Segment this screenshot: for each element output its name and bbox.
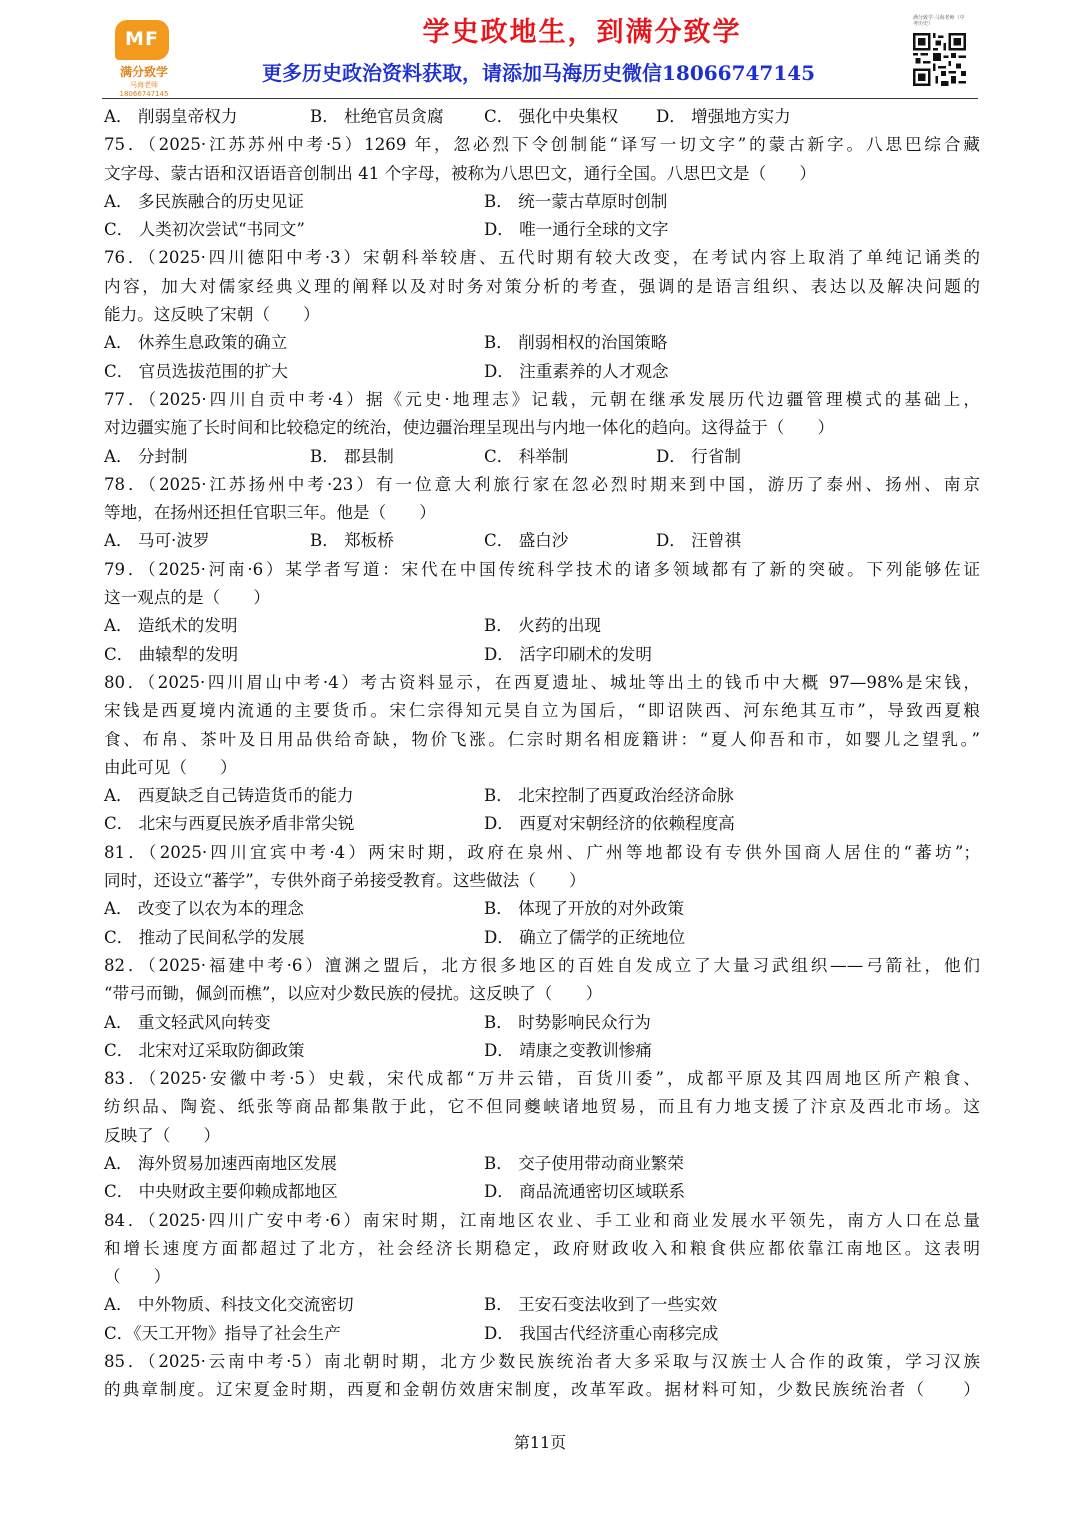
question-text-line bbox=[104, 1122, 980, 1150]
text-run: （ ） bbox=[104, 1267, 171, 1287]
text-run: 反映了（ ） bbox=[104, 1125, 221, 1145]
text-run: 能力。这反映了宋朝（ ） bbox=[104, 305, 320, 325]
answer-options-row bbox=[104, 895, 980, 923]
answer-option: D． 我国古代经济重心南移完成 bbox=[484, 1323, 719, 1343]
question-text-line bbox=[104, 160, 980, 188]
answer-option: C． 强化中央集权 bbox=[484, 107, 619, 126]
question-text-line bbox=[104, 556, 980, 584]
text-run: 同时，还设立“蕃学”，专供外商子弟接受教育。这些做法（ ） bbox=[104, 871, 586, 891]
question-text-line bbox=[104, 1263, 980, 1291]
answer-options-row bbox=[104, 810, 980, 838]
question-text-line bbox=[104, 1207, 980, 1235]
answer-options-row bbox=[104, 641, 980, 669]
question-content bbox=[104, 103, 980, 1405]
question-text-line bbox=[104, 839, 980, 867]
question-text-line bbox=[104, 669, 980, 697]
qr-code-icon bbox=[913, 33, 966, 86]
question-text-line bbox=[104, 980, 980, 1008]
answer-option: B． 时势影响民众行为 bbox=[484, 1012, 651, 1032]
question-text-line bbox=[104, 301, 980, 329]
text-run: 83．（2025·安徽中考·5）史载，宋代成都“万井云错，百货川委”，成都平原及其四周地区所产粮食、 bbox=[104, 1069, 980, 1089]
answer-option: D． 确立了儒学的正统地位 bbox=[484, 927, 686, 947]
answer-option: B． 王安石变法收到了一些实效 bbox=[484, 1295, 718, 1315]
answer-option: A． 马可·波罗 bbox=[104, 531, 210, 551]
question-text-line bbox=[104, 499, 980, 527]
text-run: 84．（2025·四川广安中考·6）南宋时期，江南地区农业、手工业和商业发展水平领先，南方人口在总量 bbox=[104, 1210, 980, 1230]
text-run: 由此可见（ ） bbox=[104, 757, 237, 777]
question-text-line bbox=[104, 414, 980, 442]
text-run: 这一观点的是（ ） bbox=[104, 588, 270, 608]
answer-options-row bbox=[104, 1320, 980, 1348]
text-run: 对边疆实施了长时间和比较稳定的统治，使边疆治理呈现出与内地一体化的趋向。这得益于（ ） bbox=[104, 418, 835, 438]
question-text-line bbox=[104, 867, 980, 895]
answer-options-row bbox=[104, 329, 980, 357]
answer-option: A． 西夏缺乏自己铸造货币的能力 bbox=[104, 786, 354, 806]
header-slogan: 学史政地生，到满分致学 bbox=[422, 17, 742, 48]
text-run: 宋钱是西夏境内流通的主要货币。宋仁宗得知元昊自立为国后，“即诏陕西、河东绝其互市”，导致西夏粮 bbox=[104, 701, 980, 721]
answer-option: D． 靖康之变教训惨痛 bbox=[484, 1040, 652, 1060]
page-number: 第11页 bbox=[513, 1433, 567, 1452]
text-run: 79．（2025·河南·6）某学者写道：宋代在中国传统科学技术的诸多领域都有了新的突破。下列能够佐证 bbox=[104, 559, 980, 579]
answer-option: D． 西夏对宋朝经济的依赖程度高 bbox=[484, 814, 735, 834]
answer-option: D． 活字印刷术的发明 bbox=[484, 644, 652, 664]
text-run: 等地，在扬州还担任官职三年。他是（ ） bbox=[104, 503, 436, 523]
answer-options-row bbox=[104, 1009, 980, 1037]
question-text-line bbox=[104, 471, 980, 499]
answer-option: B． 统一蒙古草原时创制 bbox=[484, 191, 668, 211]
question-text-line bbox=[104, 273, 980, 301]
answer-option: B． 郑板桥 bbox=[310, 531, 394, 551]
answer-options-row bbox=[104, 103, 980, 131]
text-run: 82．（2025·福建中考·6）澶渊之盟后，北方很多地区的百姓自发成立了大量习武组织——弓箭社，他们 bbox=[104, 955, 980, 975]
question-text-line bbox=[104, 1348, 980, 1376]
answer-option: A． 削弱皇帝权力 bbox=[104, 107, 238, 126]
text-run: 和增长速度方面都超过了北方，社会经济长期稳定，政府财政收入和粮食供应都依靠江南地区。这表明 bbox=[104, 1238, 980, 1258]
answer-option: C． 曲辕犁的发明 bbox=[104, 644, 239, 664]
text-run: 纺织品、陶瓷、纸张等商品都集散于此，它不但同夔峡诸地贸易，而且有力地支援了汴京及西北市场。这 bbox=[104, 1097, 980, 1117]
answer-option: B． 北宋控制了西夏政治经济命脉 bbox=[484, 786, 734, 806]
answer-option: C． 科举制 bbox=[484, 446, 569, 466]
question-text-line bbox=[104, 754, 980, 782]
answer-options-row bbox=[104, 612, 980, 640]
answer-options-row bbox=[104, 216, 980, 244]
question-text-line bbox=[104, 131, 980, 159]
question-text-line bbox=[104, 726, 980, 754]
answer-option: B． 交子使用带动商业繁荣 bbox=[484, 1153, 684, 1173]
answer-option: B． 体现了开放的对外政策 bbox=[484, 899, 684, 919]
question-text-line bbox=[104, 1235, 980, 1263]
answer-option: C． 官员选拔范围的扩大 bbox=[104, 361, 288, 381]
text-run: 75．（2025·江苏苏州中考·5）1269 年，忽必烈下令创制能“译写一切文字”的蒙古新字。八思巴综合藏 bbox=[104, 135, 980, 155]
answer-option: D． 增强地方实力 bbox=[656, 107, 791, 126]
question-text-line bbox=[104, 244, 980, 272]
question-text-line bbox=[104, 1093, 980, 1121]
text-run: 85．（2025·云南中考·5）南北朝时期，北方少数民族统治者大多采取与汉族士人合作的政策，学习汉族 bbox=[104, 1352, 980, 1372]
logo-mark: MF bbox=[125, 28, 159, 50]
answer-options-row bbox=[104, 188, 980, 216]
answer-option: A． 休养生息政策的确立 bbox=[104, 333, 288, 353]
answer-option: C．《天工开物》指导了社会生产 bbox=[104, 1323, 341, 1343]
question-text-line bbox=[104, 697, 980, 725]
answer-option: C． 中央财政主要仰赖成都地区 bbox=[104, 1182, 338, 1202]
answer-option: C． 北宋对辽采取防御政策 bbox=[104, 1040, 305, 1060]
question-text-line bbox=[104, 1376, 980, 1404]
answer-option: A． 多民族融合的历史见证 bbox=[104, 191, 304, 211]
answer-options-row bbox=[104, 924, 980, 952]
answer-option: D． 商品流通密切区域联系 bbox=[484, 1182, 686, 1202]
text-run: “带弓而锄，佩剑而樵”，以应对少数民族的侵扰。这反映了（ ） bbox=[104, 984, 603, 1004]
logo-subtitle: 马海老师 18066747145 bbox=[119, 81, 169, 98]
answer-options-row bbox=[104, 1150, 980, 1178]
text-run: 文字母、蒙古语和汉语语音创制出 41 个字母，被称为八思巴文，通行全国。八思巴文是（ ） bbox=[104, 163, 817, 183]
question-text-line bbox=[104, 1065, 980, 1093]
page-header bbox=[0, 0, 1080, 100]
answer-option: C． 人类初次尝试“书同文” bbox=[104, 220, 305, 240]
answer-options-row bbox=[104, 443, 980, 471]
text-run: 78．（2025·江苏扬州中考·23）有一位意大利旅行家在忽必烈时期来到中国，游历了泰州、扬州、南京 bbox=[104, 474, 980, 494]
answer-options-row bbox=[104, 1178, 980, 1206]
logo-name: 满分致学 bbox=[119, 65, 168, 79]
answer-option: A． 重文轻武风向转变 bbox=[104, 1012, 271, 1032]
answer-option: D． 注重素养的人才观念 bbox=[484, 361, 669, 381]
answer-option: B． 杜绝官员贪腐 bbox=[310, 107, 444, 126]
answer-option: A． 造纸术的发明 bbox=[104, 616, 238, 636]
answer-option: D． 唯一通行全球的文字 bbox=[484, 220, 669, 240]
answer-option: A． 分封制 bbox=[104, 446, 188, 466]
question-text-line bbox=[104, 584, 980, 612]
text-run: 食、布帛、茶叶及日用品供给奇缺，物价飞涨。仁宗时期名相庞籍讲：“夏人仰吾和市，如婴儿之望乳。” bbox=[104, 729, 980, 749]
answer-option: C． 北宋与西夏民族矛盾非常尖锐 bbox=[104, 814, 355, 834]
qr-caption: 满分致学·马海老师（中考历史） bbox=[913, 15, 965, 27]
answer-option: A． 海外贸易加速西南地区发展 bbox=[104, 1153, 337, 1173]
answer-option: C． 推动了民间私学的发展 bbox=[104, 927, 305, 947]
header-rule bbox=[102, 98, 978, 99]
brand-logo bbox=[115, 20, 169, 60]
text-run: 77．（2025·四川自贡中考·4）据《元史·地理志》记载，元朝在继承发展历代边疆管理模式的基础上， bbox=[104, 389, 980, 409]
answer-options-row bbox=[104, 527, 980, 555]
answer-option: A． 中外物质、科技文化交流密切 bbox=[104, 1295, 354, 1315]
answer-option: B． 削弱相权的治国策略 bbox=[484, 333, 668, 353]
question-text-line bbox=[104, 952, 980, 980]
answer-option: B． 郡县制 bbox=[310, 446, 394, 466]
text-run: 81．（2025·四川宜宾中考·4）两宋时期，政府在泉州、广州等地都设有专供外国商人居住的“蕃坊”； bbox=[104, 842, 980, 862]
answer-option: A． 改变了以农为本的理念 bbox=[104, 899, 304, 919]
text-run: 的典章制度。辽宋夏金时期，西夏和金朝仿效唐宋制度，改革军政。据材料可知，少数民族统治者（ ） bbox=[104, 1380, 980, 1400]
text-run: 80．（2025·四川眉山中考·4）考古资料显示，在西夏遗址、城址等出土的钱币中大概 97—98%是宋钱， bbox=[104, 672, 980, 692]
answer-option: B． 火药的出现 bbox=[484, 616, 602, 636]
header-contact: 更多历史政治资料获取，请添加马海历史微信18066747145 bbox=[262, 61, 816, 85]
answer-option: D． 行省制 bbox=[656, 446, 741, 466]
answer-option: D． 汪曾祺 bbox=[656, 531, 741, 551]
answer-option: C． 盛白沙 bbox=[484, 531, 569, 551]
text-run: 内容，加大对儒家经典义理的阐释以及对时务对策分析的考查，强调的是语言组织、表达以及解决问题的 bbox=[104, 276, 980, 296]
answer-options-row bbox=[104, 1037, 980, 1065]
question-text-line bbox=[104, 386, 980, 414]
answer-options-row bbox=[104, 1291, 980, 1319]
answer-options-row bbox=[104, 782, 980, 810]
answer-options-row bbox=[104, 358, 980, 386]
text-run: 76．（2025·四川德阳中考·3）宋朝科举较唐、五代时期有较大改变，在考试内容上取消了单纯记诵类的 bbox=[104, 248, 980, 268]
